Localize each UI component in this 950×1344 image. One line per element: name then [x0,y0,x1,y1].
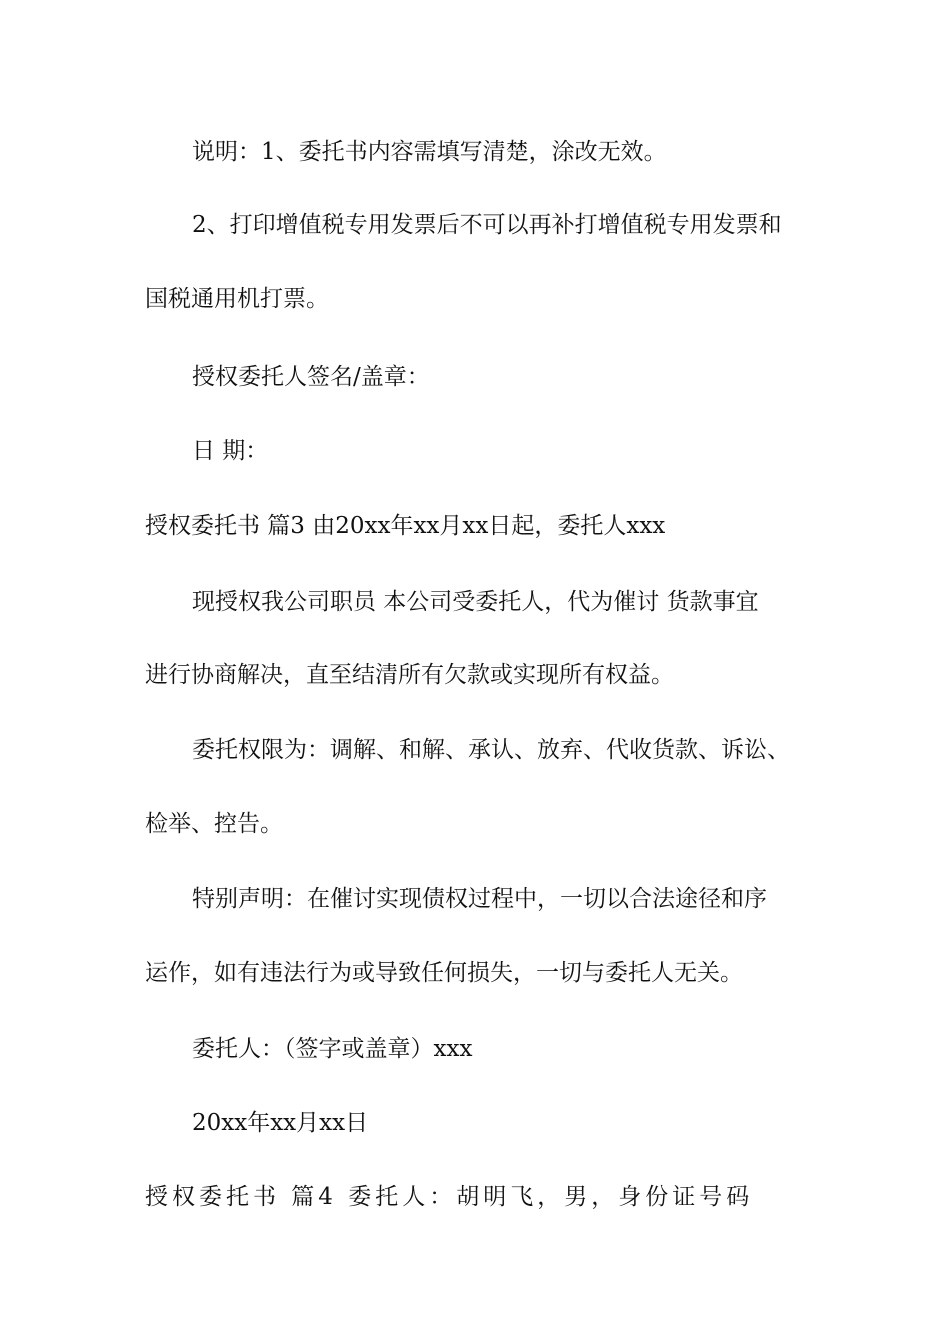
section-heading-3: 授权委托书 篇3 由20xx年xx月xx日起，委托人xxx [145,513,666,539]
signature-date: 20xx年xx月xx日 [192,1110,369,1136]
body-paragraph-2: 委托权限为：调解、和解、承认、放弃、代收货款、诉讼、 [192,737,790,763]
body-paragraph-1: 现授权我公司职员 本公司受委托人，代为催讨 货款事宜 [192,589,759,615]
section-heading-4: 授权委托书 篇4 委托人：胡明飞，男，身份证号码 [145,1184,754,1210]
date-line: 日 期： [192,438,269,464]
note-line-1: 说明：1、委托书内容需填写清楚，涂改无效。 [192,139,667,165]
body-paragraph-3: 特别声明：在催讨实现债权过程中，一切以合法途径和序 [192,886,767,912]
body-paragraph-3-cont: 运作，如有违法行为或导致任何损失，一切与委托人无关。 [145,960,743,986]
note-line-2-cont: 国税通用机打票。 [145,286,329,312]
body-paragraph-2-cont: 检举、控告。 [145,811,283,837]
principal-signature: 委托人：（签字或盖章）xxx [192,1036,473,1062]
body-paragraph-1-cont: 进行协商解决，直至结清所有欠款或实现所有权益。 [145,662,674,688]
note-line-2: 2、打印增值税专用发票后不可以再补打增值税专用发票和 [192,212,782,238]
signature-line: 授权委托人签名/盖章： [192,364,430,390]
